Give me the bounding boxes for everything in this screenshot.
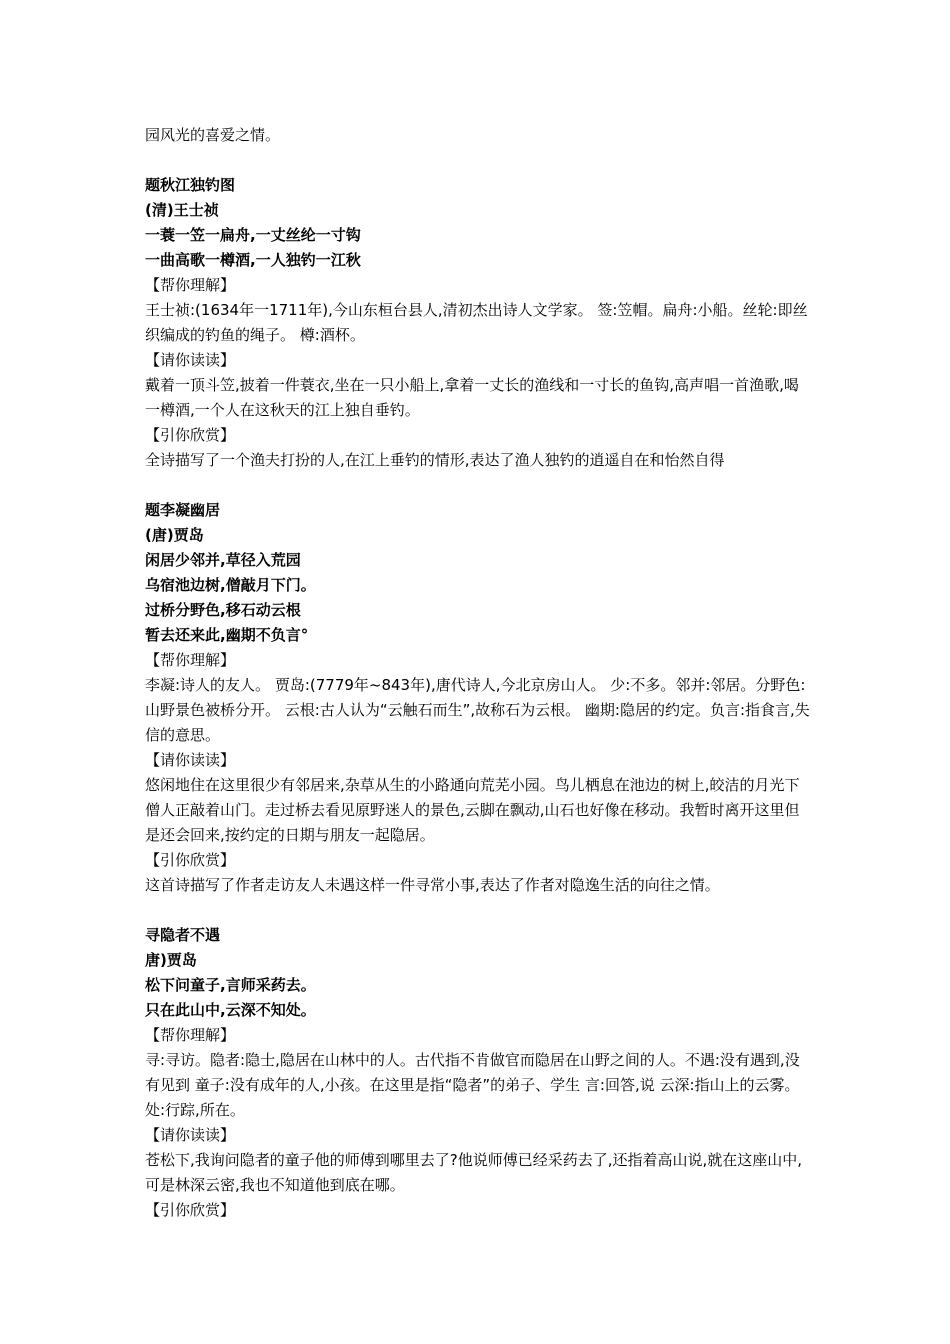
appreciate-label: 【引你欣赏】	[145, 1201, 236, 1219]
poem-author: (唐)贾岛	[145, 526, 204, 544]
poem-verse: 暂去还来此,幽期不负言°	[145, 626, 309, 644]
read-label: 【请你读读】	[145, 1126, 236, 1144]
poem-section-3	[145, 923, 813, 1223]
help-text: 李凝:诗人的友人。 贾岛:(7779年~843年),唐代诗人,今北京房山人。 少:不多。邻并:邻居。分野色:山野景色被桥分开。 云根:古人认为“云触石而生”,故称石为云根。 幽期:隐居的约定。负言:指食言,失信的意思。	[145, 676, 810, 744]
read-text: 悠闲地住在这里很少有邻居来,杂草从生的小路通向荒芜小园。鸟儿栖息在池边的树上,皎洁的月光下僧人正敲着山门。走过桥去看见原野迷人的景色,云脚在飘动,山石也好像在移动。我暂时离开这里但是还会回来,按约定的日期与朋友一起隐居。	[145, 776, 800, 844]
section-gap	[145, 148, 813, 173]
poem-title: 题秋江独钓图	[145, 176, 236, 194]
intro-line: 园风光的喜爱之情。	[145, 126, 281, 144]
poem-title: 题李凝幽居	[145, 501, 221, 519]
poem-author: (清)王士祯	[145, 201, 219, 219]
section-gap	[145, 898, 813, 923]
read-label: 【请你读读】	[145, 751, 236, 769]
section-gap	[145, 473, 813, 498]
poem-section-1	[145, 173, 813, 473]
poem-verse: 乌宿池边树,僧敲月下门。	[145, 576, 316, 594]
help-label: 【帮你理解】	[145, 276, 236, 294]
help-label: 【帮你理解】	[145, 651, 236, 669]
help-label: 【帮你理解】	[145, 1026, 236, 1044]
read-text: 戴着一顶斗笠,披着一件蓑衣,坐在一只小船上,拿着一丈长的渔线和一寸长的鱼钩,高声唱一首渔歌,喝一樽酒,一个人在这秋天的江上独自垂钓。	[145, 376, 799, 419]
read-text: 苍松下,我询问隐者的童子他的师傅到哪里去了?他说师傅已经采药去了,还指着高山说,就在这座山中,可是林深云密,我也不知道他到底在哪。	[145, 1151, 803, 1194]
appreciate-label: 【引你欣赏】	[145, 851, 236, 869]
appreciate-text: 这首诗描写了作者走访友人未遇这样一件寻常小事,表达了作者对隐逸生活的向往之情。	[145, 876, 720, 894]
appreciate-text: 全诗描写了一个渔夫打扮的人,在江上垂钓的情形,表达了渔人独钓的逍遥自在和怡然自得	[145, 451, 725, 469]
poem-author: 唐)贾岛	[145, 951, 197, 969]
poem-verse: 一蓑一笠一扁舟,一丈丝纶一寸钩	[145, 226, 361, 244]
poem-verse: 闲居少邻并,草径入荒园	[145, 551, 301, 569]
poem-section-2	[145, 498, 813, 898]
document-page	[145, 123, 813, 1223]
poem-verse: 一曲高歌一樽酒,一人独钓一江秋	[145, 251, 361, 269]
read-label: 【请你读读】	[145, 351, 236, 369]
help-text: 王士祯:(1634年一1711年),今山东桓台县人,清初杰出诗人文学家。 签:笠帽。扁舟:小船。丝轮:即丝织编成的钓鱼的绳子。 樽:酒杯。	[145, 301, 808, 344]
poem-verse: 松下问童子,言师采药去。	[145, 976, 316, 994]
poem-verse: 过桥分野色,移石动云根	[145, 601, 301, 619]
poem-title: 寻隐者不遇	[145, 926, 221, 944]
poem-verse: 只在此山中,云深不知处。	[145, 1001, 316, 1019]
help-text: 寻:寻访。隐者:隐士,隐居在山林中的人。古代指不肯做官而隐居在山野之间的人。不遇:没有遇到,没有见到 童子:没有成年的人,小孩。在这里是指“隐者”的弟子、学生 言:回答,说 云深:指山上的云雾。处:行踪,所在。	[145, 1051, 800, 1119]
appreciate-label: 【引你欣赏】	[145, 426, 236, 444]
